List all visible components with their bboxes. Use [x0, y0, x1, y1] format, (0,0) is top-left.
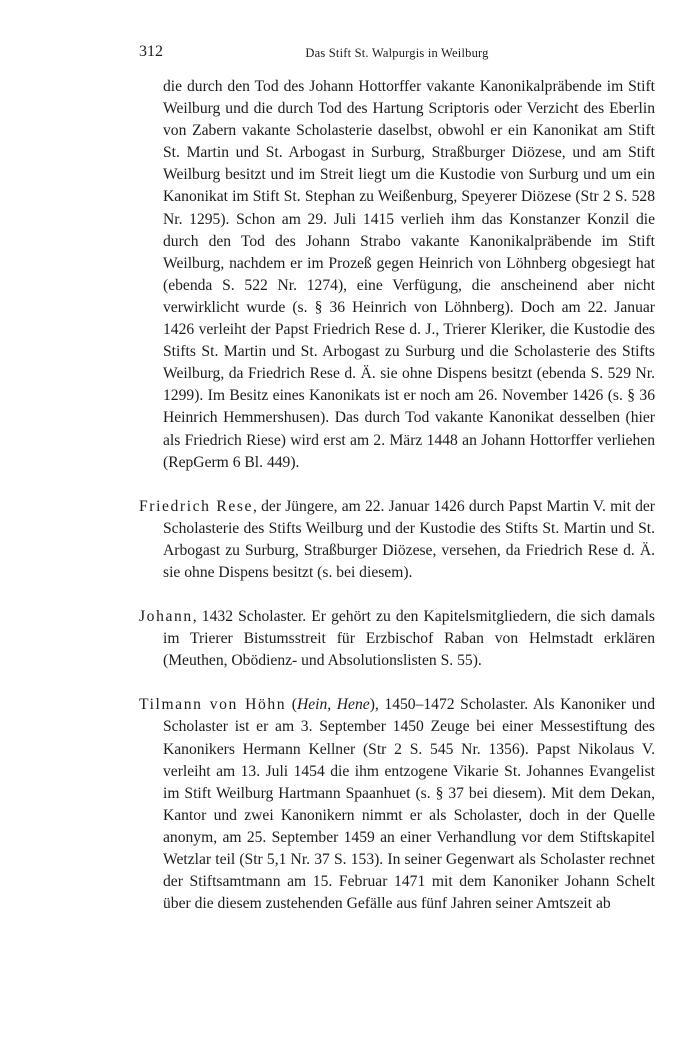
- entry-name: Johann: [139, 608, 193, 626]
- page-number: 312: [139, 43, 163, 60]
- entry-name-variants: Hein, Hene: [296, 696, 370, 714]
- paragraph-text: die durch den Tod des Johann Hottorffer vakante Kanonikalpräbende im Stift Weilburg und die durch Tod des Hartung Scriptoris oder Verzicht des Eberlin von Zabern vakante Scholasterie daselbst, obwohl er ein Kanonikat am Stift St. Martin und St. Arbogast in Surburg, Straßburger Diözese, und am Stift Weilburg besitzt und im Streit liegt um die Kustodie von Surburg und um ein Kanonikat im Stift St. Stephan zu Weißenburg, Speyerer Diözese (Str 2 S. 528 Nr. 1295). Schon am 29. Juli 1415 verlieh ihm das Konstanzer Konzil die durch den Tod des Johann Strabo vakante Kanonikalpräbende im Stift Weilburg, nachdem er im Prozeß gegen Heinrich von Löhnberg obgesiegt hat (ebenda S. 522 Nr. 1274), eine Verfügung, die anscheinend aber nicht verwirklicht wurde (s. § 36 Heinrich von Löhnberg). Doch am 22. Januar 1426 verleiht der Papst Friedrich Rese d. J., Trierer Kleriker, die Kustodie des Stifts St. Martin und St. Arbogast zu Surburg und die Scholasterie des Stifts Weilburg, da Friedrich Rese d. Ä. sie ohne Dispens besitzt (ebenda S. 529 Nr. 1299). Im Besitz eines Kanonikats ist er noch am 26. November 1426 (s. § 36 Heinrich Hemmershusen). Das durch Tod vakante Kanonikat desselben (hier als Friedrich Riese) wird erst am 2. März 1448 an Johann Hottorffer verliehen (RepGerm 6 Bl. 449).: [163, 78, 655, 471]
- page-header: [139, 41, 655, 63]
- entry-text: , 1450–1472 Scholaster. Als Kanoniker und Scholaster ist er am 3. September 1450 Zeuge bei einer Messestiftung des Kanonikers Hermann Kellner (Str 2 S. 545 Nr. 1356). Papst Nikolaus V. verleiht am 13. Juli 1454 die ihm entzogene Vikarie St. Johannes Evangelist im Stift Weilburg Hartmann Spaanhuet (s. § 37 bei diesem). Mit dem Dekan, Kantor und zwei Kanonikern nimmt er als Scholaster, doch in der Quelle anonym, am 25. September 1459 an einer Verhandlung vor dem Stiftskapitel Wetzlar teil (Str 5,1 Nr. 37 S. 153). In seiner Gegenwart als Scholaster rechnet der Stiftsamtmann am 15. Februar 1471 mit dem Kanoniker Johann Schelt über die diesem zustehenden Gefälle aus fünf Jahren seiner Amtszeit ab: [163, 696, 655, 913]
- entry-johann: [139, 606, 655, 672]
- paragraph-continuation: [139, 76, 655, 474]
- entry-text: , 1432 Scholaster. Er gehört zu den Kapitelsmitgliedern, die sich damals im Trierer Bistumsstreit für Erzbischof Raban von Helmstadt erklären (Meuthen, Obödienz- und Absolutionslisten S. 55).: [163, 608, 655, 670]
- entry-text: , der Jüngere, am 22. Januar 1426 durch Papst Martin V. mit der Scholasterie des Stifts Weilburg und der Kustodie des Stifts St. Martin und St. Arbogast zu Surburg, Straßburger Diözese, versehen, da Friedrich Rese d. Ä. sie ohne Dispens besitzt (s. bei diesem).: [163, 497, 655, 581]
- running-title: Das Stift St. Walpurgis in Weilburg: [305, 46, 489, 60]
- entry-tilmann-von-hoehn: Tilmann von Höhn (Hein, Hene), 1450–1472 Scholaster. Als Kanoniker und Scholaster ist er am 3. September 1450 Zeuge bei einer Messestiftung des Kanonikers Hermann Kellner (Str 2 S. 545 Nr. 1356). Papst Nikolaus V. verleiht am 13. Juli 1454 die ihm entzogene Vikarie St. Johannes Evangelist im Stift Weilburg Hartmann Spaanhuet (s. § 37 bei diesem). Mit dem Dekan, Kantor und zwei Kanonikern nimmt er als Scholaster, doch in der Quelle anonym, am 25. September 1459 an einer Verhandlung vor dem Stiftskapitel Wetzlar teil (Str 5,1 Nr. 37 S. 153). In seiner Gegenwart als Scholaster rechnet der Stiftsamtmann am 15. Februar 1471 mit dem Kanoniker Johann Schelt über die diesem zustehenden Gefälle aus fünf Jahren seiner Amtszeit ab: [139, 696, 655, 913]
- entry-friedrich-rese: [139, 496, 655, 584]
- body-text: [139, 76, 655, 915]
- entry-name: Friedrich Rese: [139, 497, 254, 515]
- entry-name: Tilmann von Höhn: [139, 696, 287, 714]
